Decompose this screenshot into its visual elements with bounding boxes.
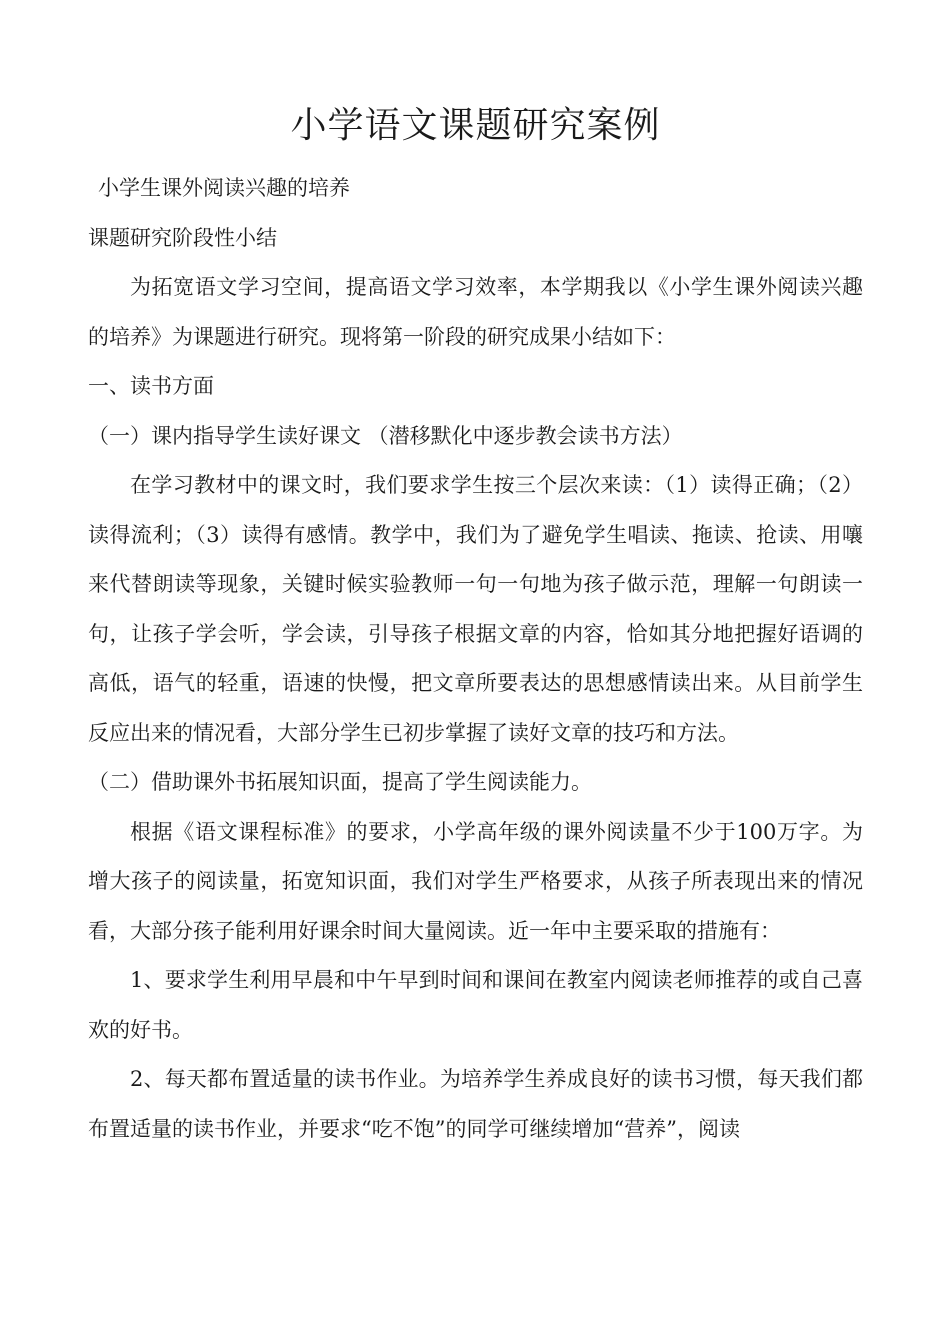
document-title: 小学语文课题研究案例 — [290, 105, 661, 146]
list-item-2: 2、每天都布置适量的读书作业。为培养学生养成良好的读书习惯，每天我们都布置适量的读书作业，并要求“吃不饱”的同学可继续增加“营养”，阅读 — [88, 1067, 863, 1141]
heading-extracurricular-reading: （二）借助课外书拓展知识面，提高了学生阅读能力。 — [88, 770, 592, 794]
document-page — [88, 96, 863, 1154]
paragraph-in-class-reading: 在学习教材中的课文时，我们要求学生按三个层次来读：（1）读得正确；（2）读得流利；（3）读得有感情。教学中，我们为了避免学生唱读、拖读、抢读、用嚷来代替朗读等现象，关键时候实验教师一句一句地为孩子做示范，理解一句朗读一句，让孩子学会听，学会读，引导孩子根据文章的内容，恰如其分地把握好语调的高低，语气的轻重，语速的快慢，把文章所要表达的思想感情读出来。从目前学生反应出来的情况看，大部分学生已初步掌握了读好文章的技巧和方法。 — [88, 473, 863, 745]
list-item-1: 1、要求学生利用早晨和中午早到时间和课间在教室内阅读老师推荐的或自己喜欢的好书。 — [88, 968, 863, 1042]
document-subtitle: 小学生课外阅读兴趣的培养 — [98, 176, 350, 200]
section-label: 课题研究阶段性小结 — [88, 225, 277, 250]
heading-in-class-reading: （一）课内指导学生读好课文 （潜移默化中逐步教会读书方法） — [88, 423, 683, 448]
paragraph-extracurricular-reading: 根据《语文课程标准》的要求，小学高年级的课外阅读量不少于100万字。为增大孩子的阅读量，拓宽知识面，我们对学生严格要求，从孩子所表现出来的情况看，大部分孩子能利用好课余时间大量阅读。近一年中主要采取的措施有： — [88, 819, 863, 943]
heading-reading: 一、读书方面 — [88, 374, 214, 398]
intro-paragraph: 为拓宽语文学习空间，提高语文学习效率，本学期我以《小学生课外阅读兴趣的培养》为课题进行研究。现将第一阶段的研究成果小结如下： — [88, 275, 863, 349]
